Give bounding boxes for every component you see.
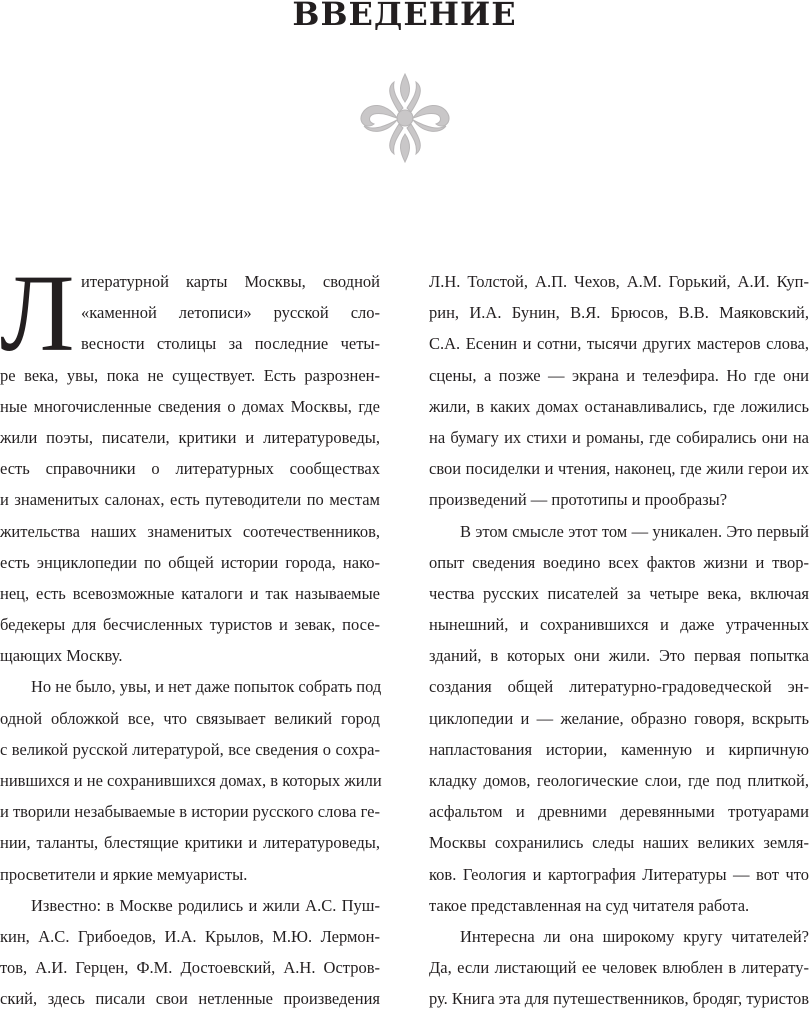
text-line: свои посиделки и чтения, наконец, где жили герои их	[429, 459, 809, 479]
text-line: жили поэты, писатели, критики и литературоведы,	[0, 427, 380, 447]
text-line: просветители и яркие мемуаристы.	[0, 864, 248, 884]
text-line: произведений — прототипы и прообразы?	[429, 490, 728, 510]
text-line: бедекеры для бесчисленных туристов и зевак, посе-	[0, 615, 380, 635]
text-line: ру. Книга эта для путешественников, бродяг, туристов	[429, 989, 809, 1009]
right-column	[429, 266, 809, 1015]
text-line: Москвы сохранились следы наших великих земля-	[429, 833, 809, 853]
text-line: Интересна ли она широкому кругу читателей?	[460, 926, 809, 946]
text-line: кладку домов, геологические слои, где под плиткой,	[429, 771, 809, 790]
text-line: асфальтом и древними деревянными тротуарами	[429, 802, 809, 822]
text-line: создания общей литературно-градоведческой эн-	[429, 677, 809, 697]
text-line: Да, если листающий ее человек влюблен в литерату-	[429, 958, 809, 978]
text-line: ский, здесь писали свои нетленные произведения	[0, 989, 380, 1009]
text-line: щающих Москву.	[0, 646, 123, 666]
text-line: тов, А.И. Герцен, Ф.М. Достоевский, А.Н. Остров-	[0, 958, 380, 978]
text-line: Но не было, увы, и нет даже попыток собрать под	[31, 677, 382, 697]
text-line: ные многочисленные сведения о домах Москвы, где	[0, 396, 380, 416]
text-line: сцены, а позже — экрана и телеэфира. Но где они	[429, 365, 809, 385]
text-line: С.А. Есенин и сотни, тысячи других мастеров слова,	[429, 334, 809, 354]
text-line: есть справочники о литературных сообществах	[0, 459, 380, 479]
text-line: циклопедии и — желание, образно говоря, вскрыть	[429, 708, 809, 728]
text-line: нынешний, и сохранившихся и даже утраченных	[429, 615, 809, 635]
fleuron-ornament-icon	[356, 72, 454, 164]
text-line: чества русских писателей за четыре века, включая	[429, 583, 809, 603]
text-line: и творили незабываемые в истории русского слова ге-	[0, 802, 380, 822]
text-line: жили, в каких домах останавливались, где ложились	[429, 396, 809, 416]
text-line: Л.Н. Толстой, А.П. Чехов, А.М. Горький, А.И. Куп-	[429, 272, 809, 291]
text-line: такое представленная на суд читателя работа.	[429, 895, 750, 915]
text-line: ков. Геология и картография Литературы — вот что	[429, 864, 809, 884]
text-line: и знаменитых салонах, есть путеводители по местам	[0, 490, 380, 510]
text-line: Известно: в Москве родились и жили А.С. Пуш-	[31, 895, 380, 915]
text-line: есть энциклопедии по общей истории города, нако-	[0, 552, 380, 572]
text-line: нии, таланты, блестящие критики и литературоведы,	[0, 833, 380, 853]
text-line: нец, есть всевозможные каталоги и так называемые	[0, 583, 380, 603]
text-line: зданий, в которых они жили. Это первая попытка	[429, 646, 809, 666]
drop-cap: Л	[0, 252, 75, 374]
text-line: нившихся и не сохранившихся домах, в которых жили	[0, 771, 382, 790]
text-line: «каменной летописи» русской сло-	[81, 303, 380, 323]
text-line: ре века, увы, пока не существует. Есть разрознен-	[0, 365, 380, 385]
left-column	[0, 252, 382, 1015]
text-line: весности столицы за последние четы-	[81, 334, 380, 354]
text-line: рин, И.А. Бунин, В.Я. Брюсов, В.В. Маяковский,	[429, 303, 809, 323]
text-line: напластования истории, каменную и кирпичную	[429, 739, 809, 759]
page-title: ВВЕДЕНИЕ	[292, 0, 517, 33]
text-line: опыт сведения воедино всех фактов жизни и твор-	[429, 552, 809, 572]
text-line: одной обложкой все, что связывает великий город	[0, 708, 380, 728]
text-line: с великой русской литературой, все сведения о сохра-	[0, 739, 380, 759]
text-line: жительства наших знаменитых соотечественников,	[0, 521, 380, 541]
text-line: В этом смысле этот том — уникален. Это первый	[460, 521, 809, 541]
text-line: кин, А.С. Грибоедов, И.А. Крылов, М.Ю. Лермон-	[0, 926, 380, 946]
text-line: итературной карты Москвы, сводной	[81, 272, 380, 291]
text-line: на бумагу их стихи и романы, где собирались они на	[429, 427, 809, 447]
